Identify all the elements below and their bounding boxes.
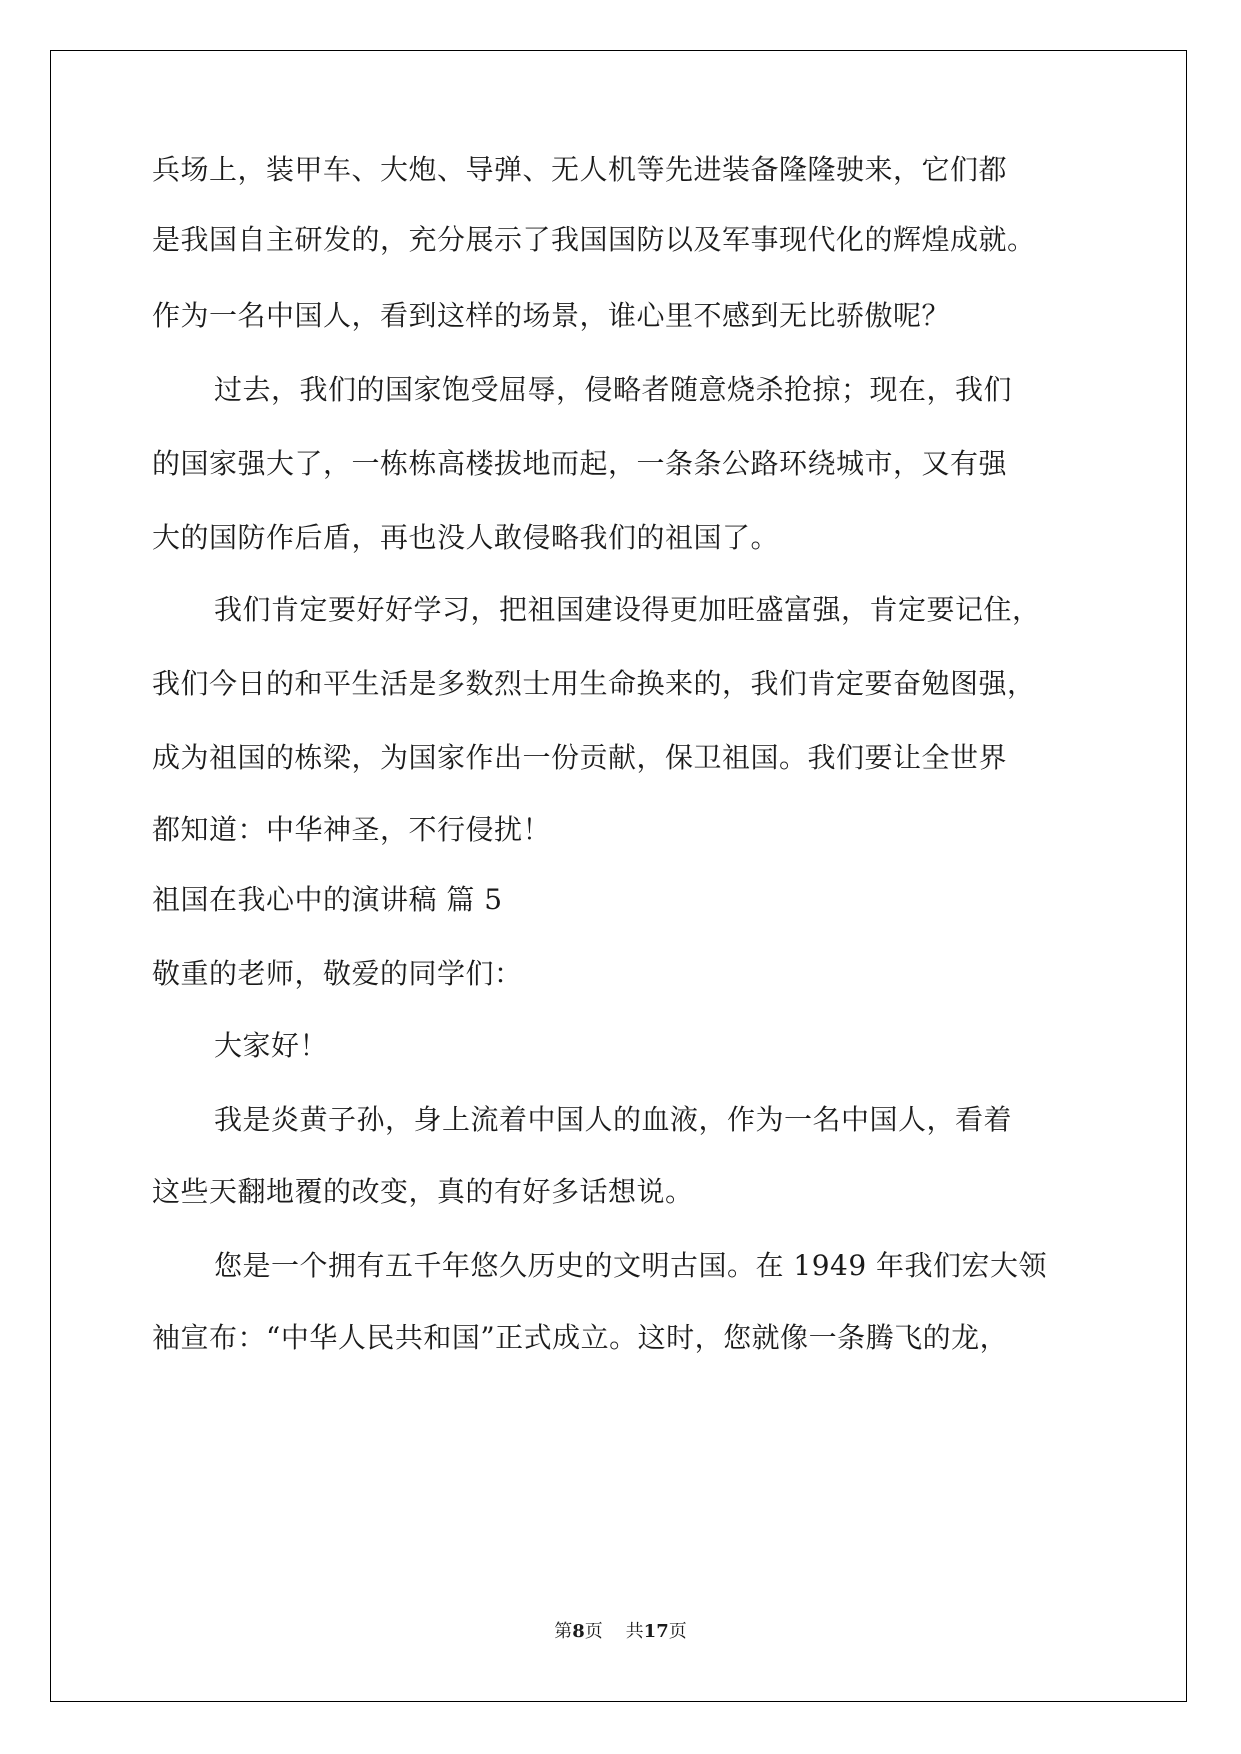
text-line-15: 这些天翻地覆的改变，真的有好多话想说。 [152, 1175, 694, 1208]
page-footer [0, 1620, 1241, 1644]
text-line-5: 的国家强大了，一栋栋高楼拔地而起，一条条公路环绕城市，又有强 [152, 447, 1008, 480]
footer-total-suffix: 页 [668, 1621, 687, 1642]
text-line-10: 都知道：中华神圣，不行侵扰！ [152, 813, 552, 846]
text-line-2: 是我国自主研发的，充分展示了我国国防以及军事现代化的辉煌成就。 [152, 223, 1036, 256]
text-line-6: 大的国防作后盾，再也没人敢侵略我们的祖国了。 [152, 521, 780, 554]
text-line-9: 成为祖国的栋梁，为国家作出一份贡献，保卫祖国。我们要让全世界 [152, 741, 1008, 774]
footer-total-prefix: 共 [625, 1621, 644, 1642]
text-line-7: 我们肯定要好好学习，把祖国建设得更加旺盛富强，肯定要记住， [214, 593, 1041, 626]
text-line-4: 过去，我们的国家饱受屈辱，侵略者随意烧杀抢掠；现在，我们 [214, 373, 1013, 406]
text-line-16: 您是一个拥有五千年悠久历史的文明古国。在 1949 年我们宏大领 [214, 1249, 1048, 1282]
text-line-1: 兵场上，装甲车、大炮、导弹、无人机等先进装备隆隆驶来，它们都 [152, 153, 1008, 186]
text-line-3: 作为一名中国人，看到这样的场景，谁心里不感到无比骄傲呢？ [152, 299, 951, 332]
footer-page-number: 8 [572, 1621, 585, 1642]
text-line-8: 我们今日的和平生活是多数烈士用生命换来的，我们肯定要奋勉图强， [152, 667, 1036, 700]
section-heading: 祖国在我心中的演讲稿 篇 5 [152, 883, 503, 916]
text-line-17: 袖宣布：“中华人民共和国”正式成立。这时，您就像一条腾飞的龙， [152, 1321, 1009, 1354]
footer-page-suffix: 页 [584, 1621, 603, 1642]
greeting: 大家好！ [214, 1029, 329, 1062]
footer-total-pages: 17 [643, 1621, 669, 1642]
footer-page-prefix: 第 [554, 1621, 573, 1642]
text-line-14: 我是炎黄子孙，身上流着中国人的血液，作为一名中国人，看着 [214, 1103, 1013, 1136]
salutation: 敬重的老师，敬爱的同学们： [152, 957, 523, 990]
